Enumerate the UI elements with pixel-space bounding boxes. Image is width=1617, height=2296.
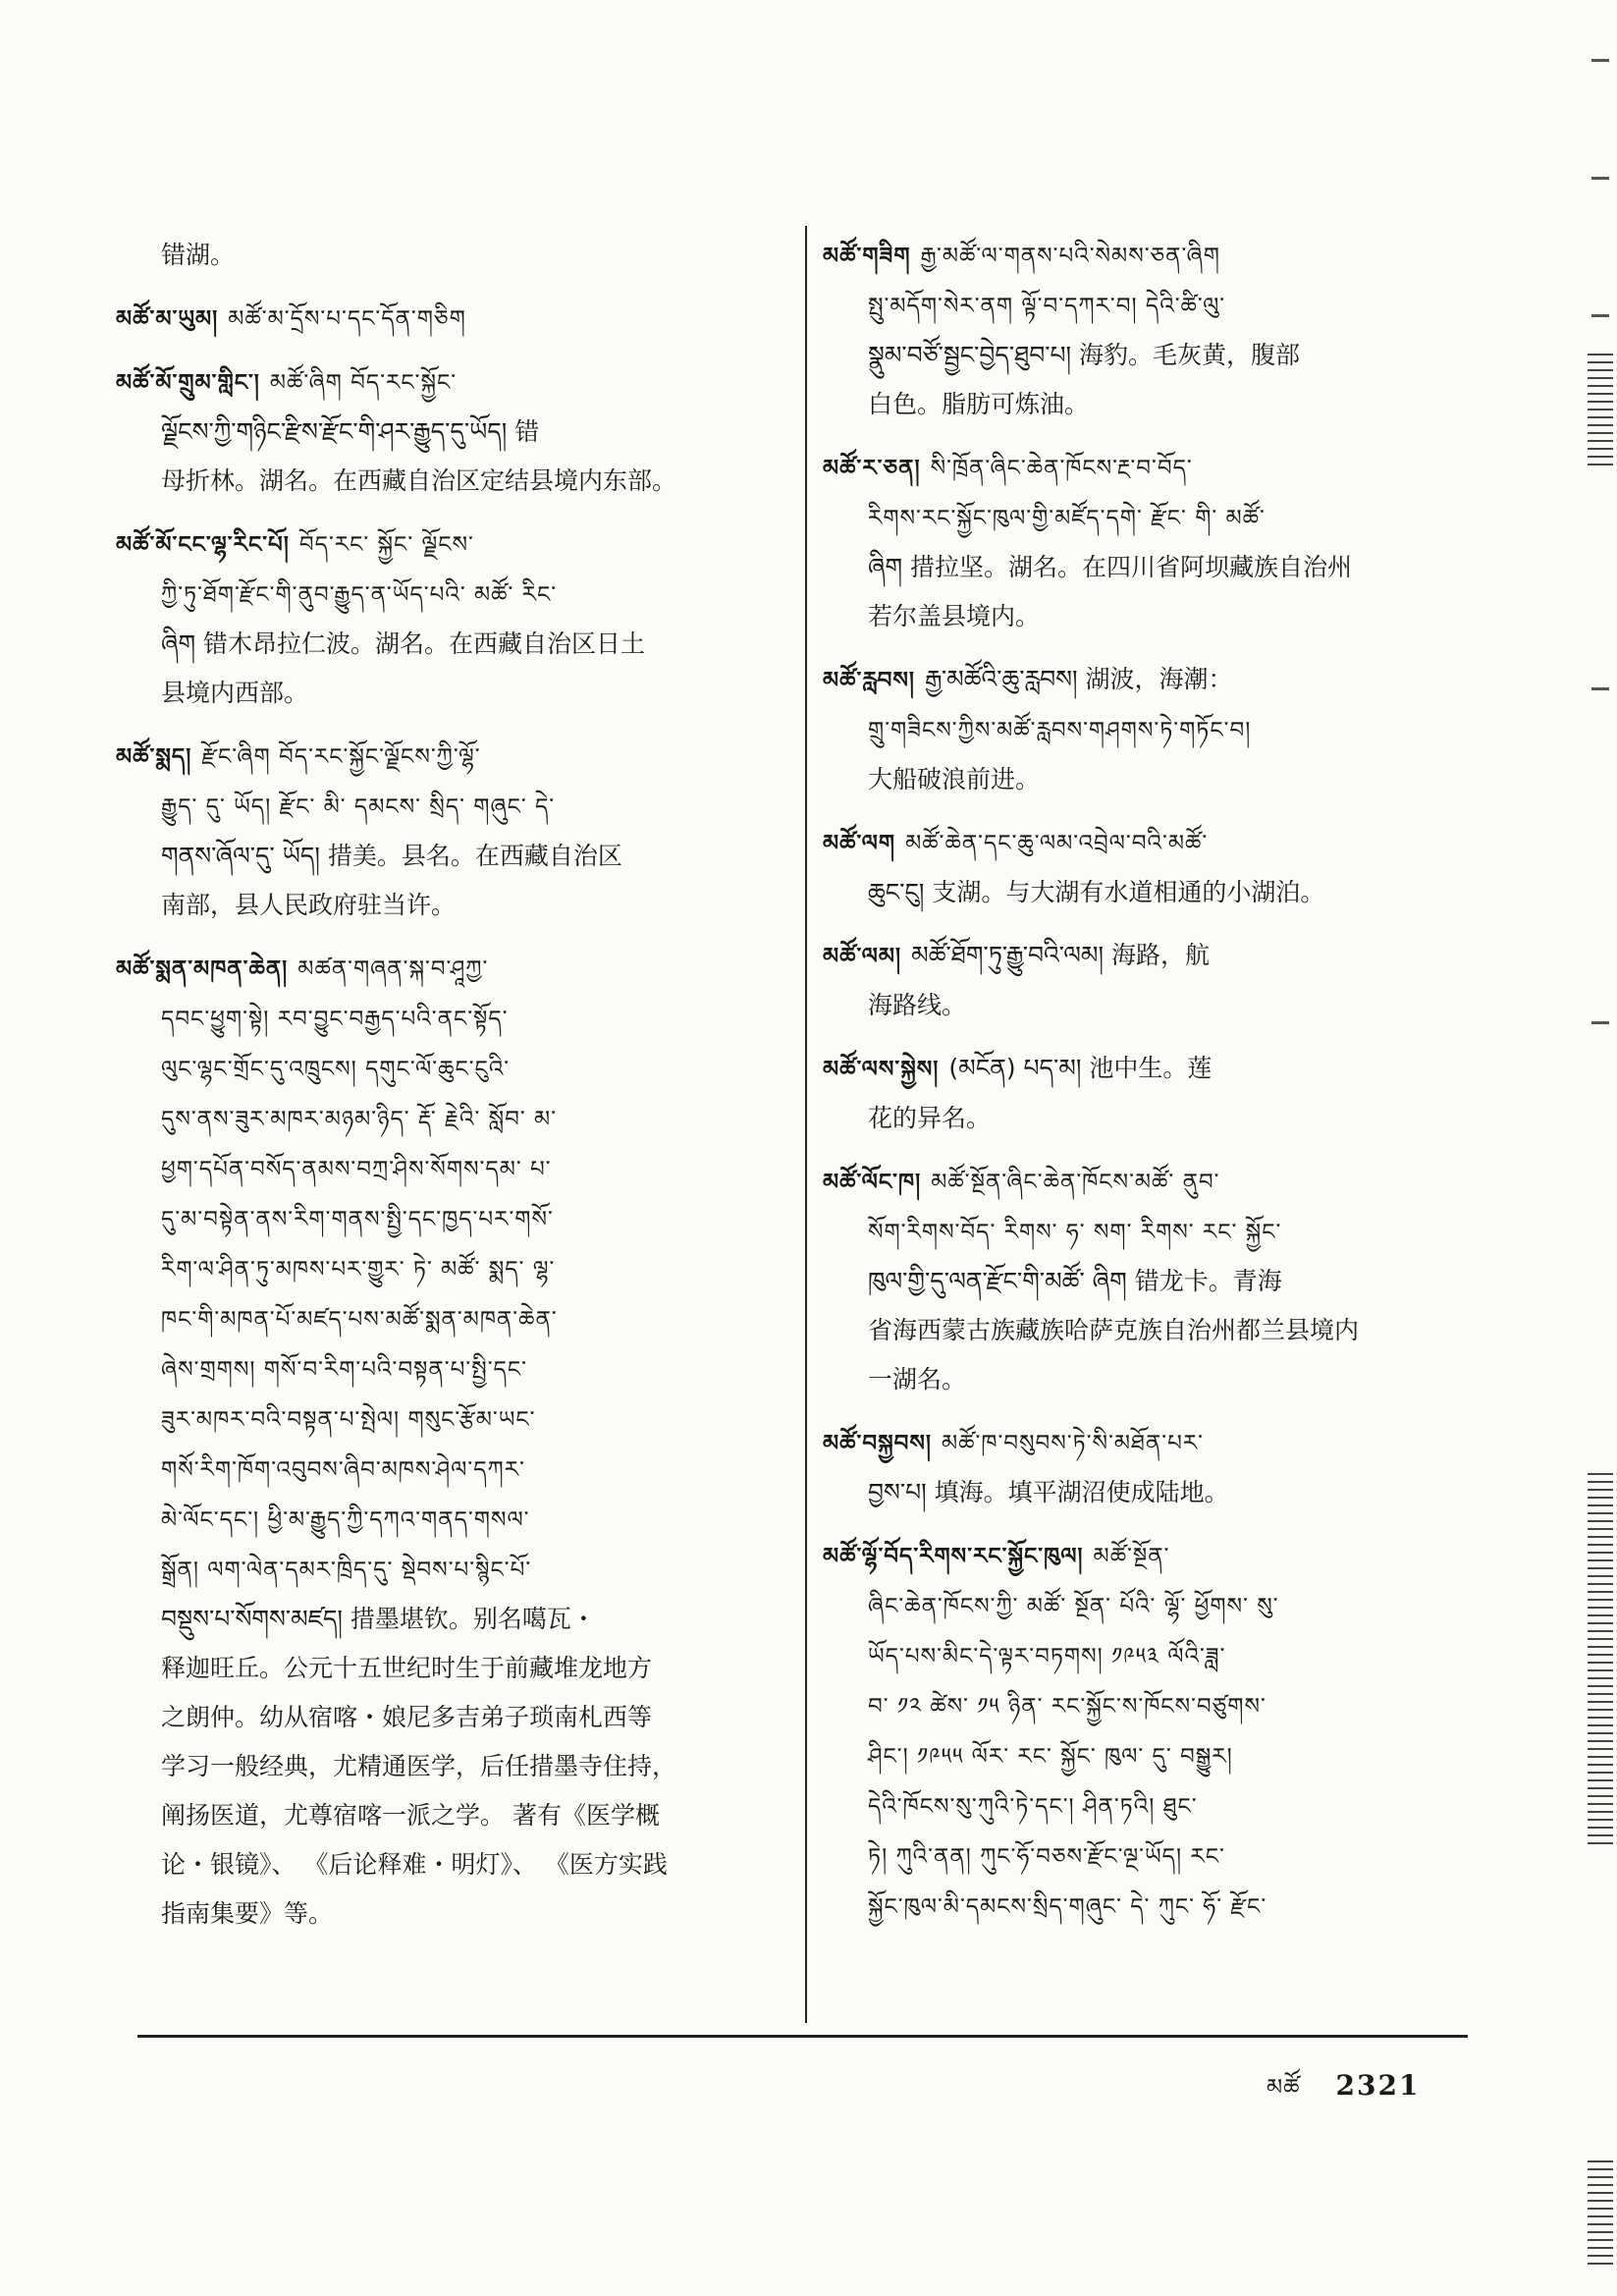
entry-text: ཁང་གི་མཁན་པོ་མཛད་པས་མཚོ་སྨན་མཁན་ཆེན་: [161, 1307, 558, 1333]
entry-text: རིགས་རང་སྐྱོང་ཁུལ་གྱི་མཛོད་དགེ་ རྫོང་ གི་ མཚོ་: [868, 506, 1266, 531]
entry-line: [823, 868, 1471, 917]
footer-rule: [137, 2035, 1468, 2038]
entry-line: [116, 944, 803, 994]
entry-text: མཚོ་ཆེན་དང་ཆུ་ལམ་འབྲེལ་བའི་མཚོ་: [905, 831, 1209, 856]
entry-text: 之朗仲。幼从宿喀・娘尼多吉弟子琐南札西等: [161, 1703, 653, 1731]
entry-line: [823, 543, 1471, 592]
entry-line: [823, 1882, 1471, 1932]
dictionary-entry: [823, 818, 1471, 917]
entry-headword: མཚོ་ལོང་ཁ།: [823, 1169, 922, 1195]
entry-line: [823, 281, 1471, 331]
entry-line: [116, 1194, 803, 1244]
entry-text: 大船破浪前进。: [868, 765, 1041, 793]
entry-line: [823, 1207, 1471, 1257]
entry-text: མེ་ལོང་དང་། ཕྱི་མ་རྒྱུད་ཀྱི་དཀའ་གནད་གསལ་: [161, 1507, 530, 1533]
scan-edge-marks: [1578, 0, 1617, 2296]
entry-line: [823, 443, 1471, 493]
entry-text: རྫོང་ཞིག བོད་རང་སྐྱོང་ལྗོངས་ཀྱི་ལྷོ་: [201, 744, 481, 770]
entry-line: [116, 1644, 803, 1693]
entry-line: [116, 732, 803, 782]
entry-line: [116, 1495, 803, 1545]
entry-text: རྒྱུད་ དུ་ ཡོད། རྫོང་ མི་ དམངས་ སྲིད་ གཞུང་ དེ་: [161, 794, 556, 820]
entry-line: [116, 408, 803, 457]
entry-line: [116, 457, 803, 506]
entry-text: མཚོ་ཞིག བོད་རང་སྐྱོང་: [269, 370, 458, 396]
entry-line: [116, 832, 803, 881]
entry-text: ཞིག 措拉坚。湖名。在四川省阿坝藏族自治州: [868, 553, 1353, 581]
entry-text: མཚོ་ཐོག་ཏུ་རྒྱུ་བའི་ལམ། 海路，航: [911, 941, 1210, 969]
entry-text: 县境内西部。: [161, 679, 309, 707]
entry-line: [116, 519, 803, 570]
entry-text: རིག་ལ་ཤིན་ཏུ་མཁས་པར་གྱུར་ ཏེ་ མཚོ་ སྨད་ ལྷ་: [161, 1257, 556, 1283]
entry-text: བསྡུས་པ་སོགས་མཛད། 措墨堪钦。别名噶瓦・: [161, 1605, 596, 1633]
dictionary-entry: [116, 357, 803, 506]
entry-text: བྱས་པ། 填海。填平湖沼使成陆地。: [868, 1478, 1229, 1506]
entry-text: སི་ཁྲོན་ཞིང་ཆེན་ཁོངས་རྔ་བ་བོད་: [930, 456, 1193, 481]
entry-line: [823, 1418, 1471, 1468]
entry-line: [116, 1545, 803, 1595]
entry-text: ཞིང་ཆེན་ཁོངས་ཀྱི་ མཚོ་ སྔོན་ པོའི་ ལྷོ་ ཕྱོགས་ སུ་: [868, 1594, 1279, 1619]
entry-line: [823, 1681, 1471, 1731]
entry-line: [116, 1294, 803, 1344]
entry-text: སྤུ་མདོག་སེར་ནག ལྟོ་བ་དཀར་བ། དེའི་ཚི་ལུ་: [868, 294, 1226, 319]
entry-headword: མཚོ་ལས་སྐྱེས།: [823, 1056, 940, 1082]
entry-text: ཤིང་། ༡༩༥༥ ལོར་ རང་ སྐྱོང་ ཁུལ་ དུ་ བསྒྱུར།: [868, 1744, 1233, 1770]
left-column: [116, 231, 803, 1952]
entry-line: [823, 1094, 1471, 1143]
entry-line: [823, 1355, 1471, 1404]
dictionary-entry: [823, 443, 1471, 641]
entry-line: [116, 782, 803, 832]
entry-line: [823, 592, 1471, 641]
entry-text: དུ་མ་བསྟེན་ནས་རིག་གནས་སྤྱི་དང་ཁྱད་པར་གསོ་: [161, 1207, 554, 1232]
entry-headword: མཚོ་གཟིག: [823, 243, 911, 269]
entry-text: མཚན་གཞན་སྐ་བ་ཤཱཀྱ་: [297, 957, 489, 982]
entry-text: 省海西蒙古族藏族哈萨克族自治州都兰县境内: [868, 1316, 1360, 1344]
dictionary-entry: [116, 294, 803, 344]
dictionary-entry: [823, 1157, 1471, 1404]
entry-text: 若尔盖县境内。: [868, 602, 1041, 630]
entry-headword: མཚོ་བསྐྱབས།: [823, 1430, 932, 1456]
entry-line: [116, 881, 803, 930]
entry-headword: མཚོ་ར་ཅན།: [823, 455, 921, 481]
page-number: 2321: [1335, 2069, 1421, 2102]
entry-text: དུས་ནས་ཟུར་མཁར་མཉམ་ཉིད་ རྡོ་ རྗེའི་ སློབ་ མ་: [161, 1107, 558, 1132]
entry-text: (མངོན) པད་མ། 池中生。莲: [948, 1054, 1213, 1082]
entry-headword: མཚོ་ལག: [823, 830, 896, 856]
entry-headword: མཚོ་ལྷོ་བོད་རིགས་རང་སྐྱོང་ཁུལ།: [823, 1543, 1084, 1569]
entry-line: [116, 669, 803, 718]
entry-line: [116, 1445, 803, 1495]
entry-line: [823, 1631, 1471, 1681]
entry-text: 释迦旺丘。公元十五世纪时生于前藏堆龙地方: [161, 1654, 653, 1682]
entry-text: 母折林。湖名。在西藏自治区定结县境内东部。: [161, 466, 677, 495]
entry-text: 指南集要》等。: [161, 1899, 334, 1928]
entry-text: ཁུལ་གྱི་དུ་ལན་རྫོང་གི་མཚོ་ ཞིག 错龙卡。青海: [868, 1267, 1282, 1295]
dictionary-entry: [116, 732, 803, 930]
entry-text: 错湖。: [161, 241, 236, 269]
entry-headword: མཚོ་ལམ།: [823, 943, 902, 969]
entry-text: དེའི་ཁོངས་སུ་ཀུའི་ཏེ་དང་། ཤིན་ཏའི། ཐུང་: [868, 1794, 1198, 1820]
entry-line: [116, 1791, 803, 1840]
entry-headword: མཚོ་སྨན་མཁན་ཆེན།: [116, 956, 289, 982]
entry-text: ཞིག 错木昂拉仁波。湖名。在西藏自治区日土: [161, 629, 646, 658]
entry-text: བ་ ༡༢ ཚེས་ ༡༥ ཉིན་ རང་སྐྱོང་ས་ཁོངས་བཙུགས་: [868, 1694, 1267, 1720]
entry-line: [823, 380, 1471, 429]
entry-text: 阐扬医道，尤尊宿喀一派之学。 著有《医学概: [161, 1801, 660, 1830]
entry-line: [116, 620, 803, 669]
entry-line: [116, 1244, 803, 1294]
entry-text: ཀྱི་ཏུ་ཐོག་རྫོང་གི་ནུབ་རྒྱུད་ན་ཡོད་པའི་ མཚོ་ རིང་: [161, 582, 558, 608]
entry-text: རྒྱ་མཚོ་ལ་གནས་པའི་སེམས་ཅན་ཞིག: [920, 244, 1220, 269]
entry-text: སྐྱོང་ཁུལ་མི་དམངས་སྲིད་གཞུང་ དེ་ ཀུང་ ཧོ་ རྫོང་: [868, 1894, 1267, 1920]
page-footer: [1267, 2062, 1482, 2126]
entry-line: [116, 294, 803, 344]
entry-text: 学习一般经典，尤精通医学，后任措墨寺住持，: [161, 1752, 677, 1780]
entry-text: མཚོ་སྔོན་: [1093, 1544, 1170, 1569]
entry-text: ཕྱག་དཔོན་བསོད་ནམས་བཀྲ་ཤིས་སོགས་དམ་ པ་: [161, 1157, 552, 1182]
entry-line: [823, 1531, 1471, 1581]
entry-text: དབང་ཕྱུག་སྟེ། རབ་བྱུང་བརྒྱད་པའི་ནང་སྟོད་: [161, 1007, 509, 1032]
entry-headword: མཚོ་རླབས།: [823, 667, 916, 693]
entry-line: [823, 655, 1471, 705]
dictionary-entry: [116, 944, 803, 1939]
entry-line: [823, 1781, 1471, 1831]
dictionary-entry: [823, 931, 1471, 1030]
entry-text: བོད་རང་ སྐྱོང་ ལྗོངས་: [298, 532, 474, 558]
dictionary-entry: [116, 231, 803, 280]
entry-text: ཞེས་གྲགས། གསོ་བ་རིག་པའི་བསྟན་པ་སྤྱི་དང་: [161, 1357, 527, 1383]
entry-line: [116, 994, 803, 1044]
entry-line: [823, 755, 1471, 804]
entry-line: [823, 1257, 1471, 1306]
entry-line: [823, 1468, 1471, 1517]
entry-headword: མཚོ་སྨད།: [116, 743, 192, 770]
entry-line: [823, 1157, 1471, 1207]
entry-line: [823, 1831, 1471, 1882]
dictionary-entry: [823, 1418, 1471, 1517]
entry-line: [116, 570, 803, 620]
entry-headword: མཚོ་མོ་ངང་ལྷ་རིང་པོ།: [116, 531, 290, 558]
entry-text: རྒྱ་མཚོའི་ཆུ་རླབས། 湖波，海潮：: [925, 665, 1233, 693]
entry-text: མཚོ་སྔོན་ཞིང་ཆེན་ཁོངས་མཚོ་ ནུབ་: [931, 1170, 1220, 1195]
right-column: [823, 231, 1471, 1945]
entry-line: [823, 1044, 1471, 1094]
entry-line: [823, 931, 1471, 981]
entry-text: 南部，县人民政府驻当许。: [161, 891, 457, 919]
entry-line: [116, 231, 803, 280]
running-head: མཚོ: [1267, 2075, 1301, 2101]
entry-text: སྣུམ་བཙོ་སྦྱང་བྱེད་ཐུབ་པ། 海豹。毛灰黄，腹部: [868, 341, 1301, 369]
dictionary-entry: [116, 519, 803, 718]
entry-line: [823, 705, 1471, 755]
entry-text: ཡོད་པས་མིང་དེ་ལྟར་བཏགས། ༡༩༥༣ ལོའི་ཟླ་: [868, 1644, 1226, 1669]
entry-text: 一湖名。: [868, 1365, 967, 1394]
entry-text: 海路线。: [868, 991, 967, 1019]
dictionary-entry: [823, 1044, 1471, 1143]
entry-text: སོག་རིགས་བོད་ རིགས་ ཧ་ སག་ རིགས་ རང་ སྐྱོང་: [868, 1220, 1282, 1245]
entry-line: [116, 1889, 803, 1939]
entry-line: [116, 1693, 803, 1742]
column-divider: [805, 226, 807, 2023]
entry-line: [116, 357, 803, 408]
entry-text: མཚོ་ཁ་བསུབས་ཏེ་སི་མཐོན་པར་: [942, 1431, 1205, 1456]
dictionary-entry: [823, 1531, 1471, 1932]
entry-text: སྒྲོན། ལག་ལེན་དམར་ཁྲིད་དུ་ སྡེབས་པ་སྙིང་པོ་: [161, 1558, 532, 1583]
entry-text: མཚོ་མ་དྲོས་པ་དང་དོན་གཅིག: [228, 306, 466, 332]
entry-line: [823, 1306, 1471, 1355]
entry-line: [823, 331, 1471, 380]
entry-line: [116, 1840, 803, 1889]
entry-line: [823, 1731, 1471, 1781]
entry-line: [116, 1742, 803, 1791]
entry-line: [823, 493, 1471, 543]
entry-text: ལྗོངས་ཀྱི་གཉིང་རྫིས་རྫོང་གི་ཤར་རྒྱུད་དུ་ཡོད། 错: [161, 417, 540, 446]
dictionary-entry: [823, 655, 1471, 804]
entry-text: 论・银镜》、 《后论释难・明灯》、 《医方实践: [161, 1850, 668, 1879]
entry-line: [116, 1044, 803, 1094]
entry-line: [116, 1144, 803, 1194]
entry-text: ཆུང་ངུ། 支湖。与大湖有水道相通的小湖泊。: [868, 878, 1325, 906]
entry-line: [116, 1595, 803, 1644]
entry-line: [116, 1094, 803, 1144]
entry-text: 花的异名。: [868, 1104, 992, 1132]
entry-text: ཟུར་མཁར་བའི་བསྟན་པ་སྤེལ། གསུང་རྩོམ་ཡང་: [161, 1407, 536, 1433]
entry-text: གནས་ཞོལ་དུ་ ཡོད། 措美。县名。在西藏自治区: [161, 842, 622, 870]
entry-line: [823, 981, 1471, 1030]
entry-text: 白色。脂肪可炼油。: [868, 390, 1090, 418]
entry-line: [823, 1581, 1471, 1631]
entry-line: [116, 1344, 803, 1394]
dictionary-entry: [823, 231, 1471, 429]
entry-text: ལུང་ལྷང་གྲོང་དུ་འཁྲུངས། དགུང་ལོ་ཆུང་ངུའི་: [161, 1057, 511, 1082]
entry-headword: མཚོ་མོ་གྲུམ་གླིང་།: [116, 369, 260, 396]
entry-text: གྲུ་གཟིངས་ཀྱིས་མཚོ་རླབས་གཤགས་ཏེ་གཏོང་བ།: [868, 718, 1252, 743]
entry-headword: མཚོ་མ་ཡུམ།: [116, 305, 219, 332]
entry-text: ཏེ། ཀུའི་ནན། ཀུང་ཧོ་བཅས་རྫོང་ལྔ་ཡོད། རང་: [868, 1844, 1225, 1870]
entry-line: [116, 1394, 803, 1445]
entry-line: [823, 231, 1471, 281]
entry-line: [823, 818, 1471, 868]
entry-text: གསོ་རིག་ཁོག་འབུབས་ཞིབ་མཁས་ཤེལ་དཀར་: [161, 1457, 525, 1483]
